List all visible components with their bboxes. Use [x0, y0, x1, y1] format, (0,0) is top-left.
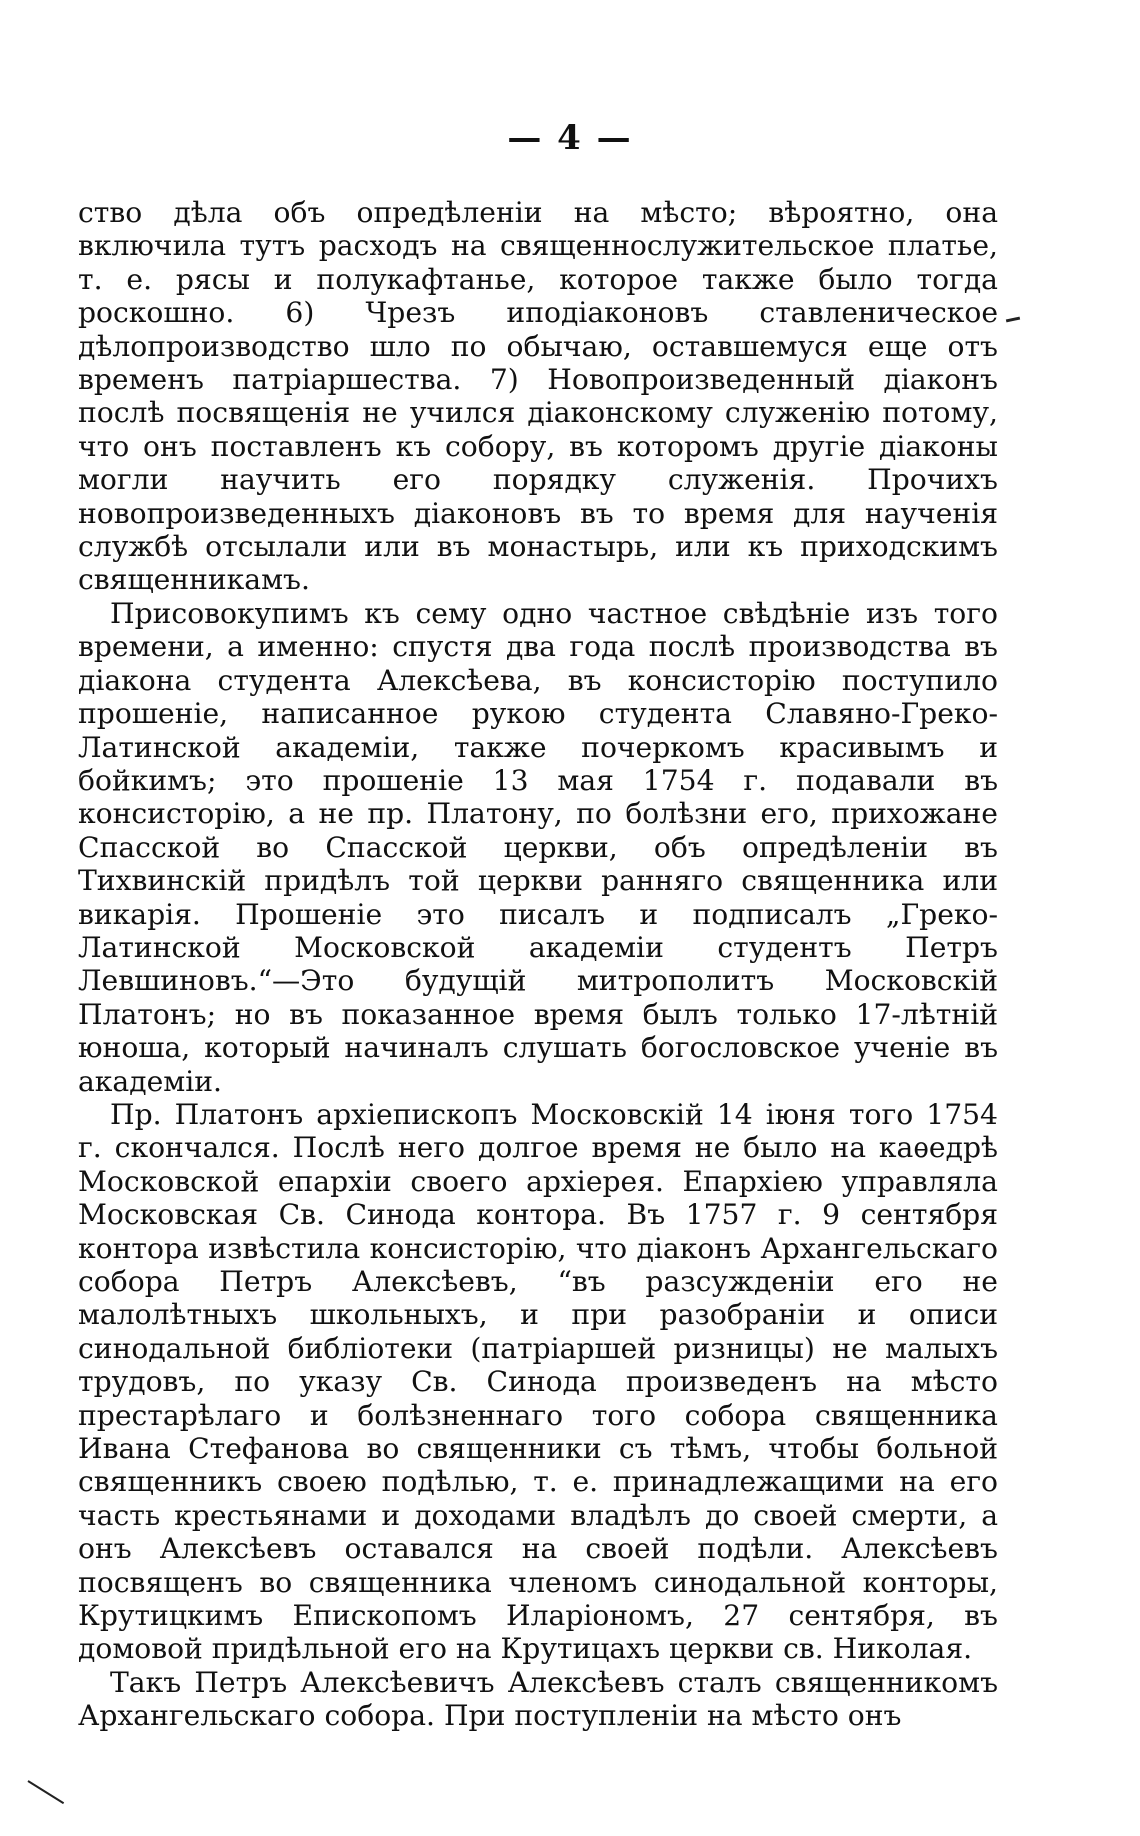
- paragraph-1: ство дѣла объ опредѣленіи на мѣсто; вѣроятно, она включила тутъ расходъ на священнослужительское платье, т. е. рясы и полукафтанье, которое также было тогда роскошно. 6) Чрезъ иподіаконовъ ставленическое дѣлопроизводство шло по обычаю, оставшемуся еще отъ временъ патріаршества. 7) Новопроизведенный діаконъ послѣ посвященія не учился діаконскому служенію потому, что онъ поставленъ къ собору, въ которомъ другіе діаконы могли научить его порядку служенія. Прочихъ новопроизведенныхъ діаконовъ въ то время для наученія службѣ отсылали или въ монастырь, или къ приходскимъ священникамъ.: [78, 196, 998, 597]
- body-text: [78, 196, 998, 1733]
- paragraph-3: Пр. Платонъ архіепископъ Московскій 14 іюня того 1754 г. скончался. Послѣ него долгое время не было на каѳедрѣ Московской епархіи своего архіерея. Епархіею управляла Московская Св. Синода контора. Въ 1757 г. 9 сентября контора извѣстила консисторію, что діаконъ Архангельскаго собора Петръ Алексѣевъ, “въ разсужденіи его не малолѣтныхъ школьныхъ, и при разобраніи и описи синодальной библіотеки (патріаршей ризницы) не малыхъ трудовъ, по указу Св. Синода произведенъ на мѣсто престарѣлаго и болѣзненнаго того собора священника Ивана Стефанова во священники съ тѣмъ, чтобы больной священникъ своею подѣлью, т. е. принадлежащими на его часть крестьянами и доходами владѣлъ до своей смерти, а онъ Алексѣевъ оставался на своей подѣли. Алексѣевъ посвященъ во священника членомъ синодальной конторы, Крутицкимъ Епископомъ Иларіономъ, 27 сентября, въ домовой придѣльной его на Крутицахъ церкви св. Николая.: [78, 1097, 998, 1666]
- corner-ink-mark: [27, 1780, 64, 1804]
- paragraph-2: Присовокупимъ къ сему одно частное свѣдѣніе изъ того времени, а именно: спустя два года послѣ производства въ діакона студента Алексѣева, въ консисторію поступило прошеніе, написанное рукою студента Славяно-Греко-Латинской академіи, также почеркомъ красивымъ и бойкимъ; это прошеніе 13 мая 1754 г. подавали въ консисторію, а не пр. Платону, по болѣзни его, прихожане Спасской во Спасской церкви, объ опредѣленіи въ Тихвинскій придѣлъ той церкви ранняго священника или викарія. Прошеніе это писалъ и подписалъ „Греко-Латинской Московской академіи студентъ Петръ Левшиновъ.“—Это будущій митрополитъ Московскій Платонъ; но въ показанное время былъ только 17-лѣтній юноша, который начиналъ слушать богословское ученіе въ академіи.: [78, 596, 998, 1098]
- margin-ink-mark: [1006, 317, 1020, 323]
- paragraph-4: Такъ Петръ Алексѣевичъ Алексѣевъ сталъ священникомъ Архангельскаго собора. При поступленіи на мѣсто онъ: [78, 1665, 998, 1733]
- page-number: — 4 —: [507, 118, 633, 158]
